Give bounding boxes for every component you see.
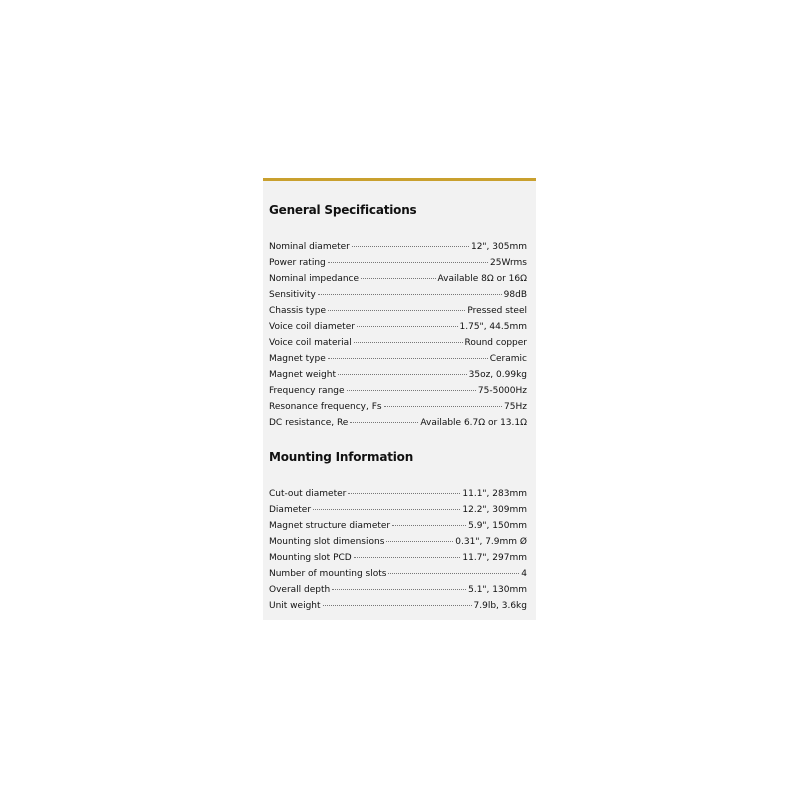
dot-leader [350,421,418,423]
spec-label: Sensitivity [269,290,316,300]
spec-row [269,319,527,335]
dot-leader [352,245,469,247]
general-specifications-heading: General Specifications [269,203,417,217]
spec-value: 4 [521,569,527,579]
spec-label: Mounting slot PCD [269,553,352,563]
spec-value: Ceramic [489,354,527,364]
spec-row [269,486,527,502]
spec-label: Power rating [269,258,326,268]
spec-label: Diameter [269,505,312,515]
spec-value: 1.75", 44.5mm [459,322,527,332]
spec-panel [263,178,536,620]
spec-row [269,566,527,582]
spec-row [269,502,527,518]
dot-leader [384,405,502,407]
spec-value: 11.1", 283mm [462,489,527,499]
spec-row [269,550,527,566]
dot-leader [354,341,463,343]
spec-value: Available 6.7Ω or 13.1Ω [420,418,527,428]
spec-value: 75-5000Hz [477,386,527,396]
dot-leader [328,357,488,359]
spec-value: 12.2", 309mm [462,505,527,515]
spec-label: Number of mounting slots [269,569,387,579]
spec-label: Voice coil material [269,338,352,348]
dot-leader [357,325,458,327]
spec-label: Magnet weight [269,370,336,380]
spec-value: Pressed steel [467,306,527,316]
spec-value: 35oz, 0.99kg [468,370,527,380]
spec-label: DC resistance, Re [269,418,349,428]
dot-leader [338,373,467,375]
dot-leader [332,588,466,590]
spec-label: Frequency range [269,386,345,396]
spec-label: Voice coil diameter [269,322,355,332]
spec-row [269,255,527,271]
spec-value: Round copper [464,338,527,348]
spec-label: Nominal impedance [269,274,360,284]
spec-label: Resonance frequency, Fs [269,402,382,412]
spec-row [269,271,527,287]
spec-value: 98dB [503,290,527,300]
spec-row [269,351,527,367]
spec-value: 7.9lb, 3.6kg [473,601,527,611]
spec-value: 12", 305mm [470,242,527,252]
spec-value: 5.1", 130mm [468,585,527,595]
dot-leader [347,389,476,391]
mounting-information-list [269,486,527,614]
spec-value: Available 8Ω or 16Ω [437,274,527,284]
dot-leader [318,293,502,295]
spec-label: Unit weight [269,601,321,611]
general-specifications-list [269,239,527,431]
spec-row [269,399,527,415]
spec-value: 25Wrms [490,258,527,268]
spec-row [269,383,527,399]
dot-leader [328,261,488,263]
spec-row [269,534,527,550]
spec-label: Chassis type [269,306,327,316]
spec-value: 75Hz [504,402,527,412]
spec-label: Magnet structure diameter [269,521,391,531]
spec-value: 0.31", 7.9mm Ø [455,537,527,547]
spec-value: 11.7", 297mm [462,553,527,563]
spec-row [269,518,527,534]
spec-label: Mounting slot dimensions [269,537,385,547]
spec-label: Nominal diameter [269,242,350,252]
spec-label: Overall depth [269,585,331,595]
mounting-information-heading: Mounting Information [269,450,414,464]
dot-leader [361,277,436,279]
dot-leader [328,309,465,311]
spec-row [269,239,527,255]
spec-row [269,303,527,319]
dot-leader [313,508,460,510]
spec-row [269,415,527,431]
spec-row [269,582,527,598]
dot-leader [348,492,460,494]
dot-leader [388,572,519,574]
dot-leader [354,556,461,558]
dot-leader [323,604,472,606]
spec-row [269,367,527,383]
dot-leader [386,540,453,542]
spec-value: 5.9", 150mm [468,521,527,531]
spec-row [269,598,527,614]
spec-label: Magnet type [269,354,326,364]
dot-leader [392,524,466,526]
spec-label: Cut-out diameter [269,489,347,499]
spec-row [269,335,527,351]
spec-row [269,287,527,303]
